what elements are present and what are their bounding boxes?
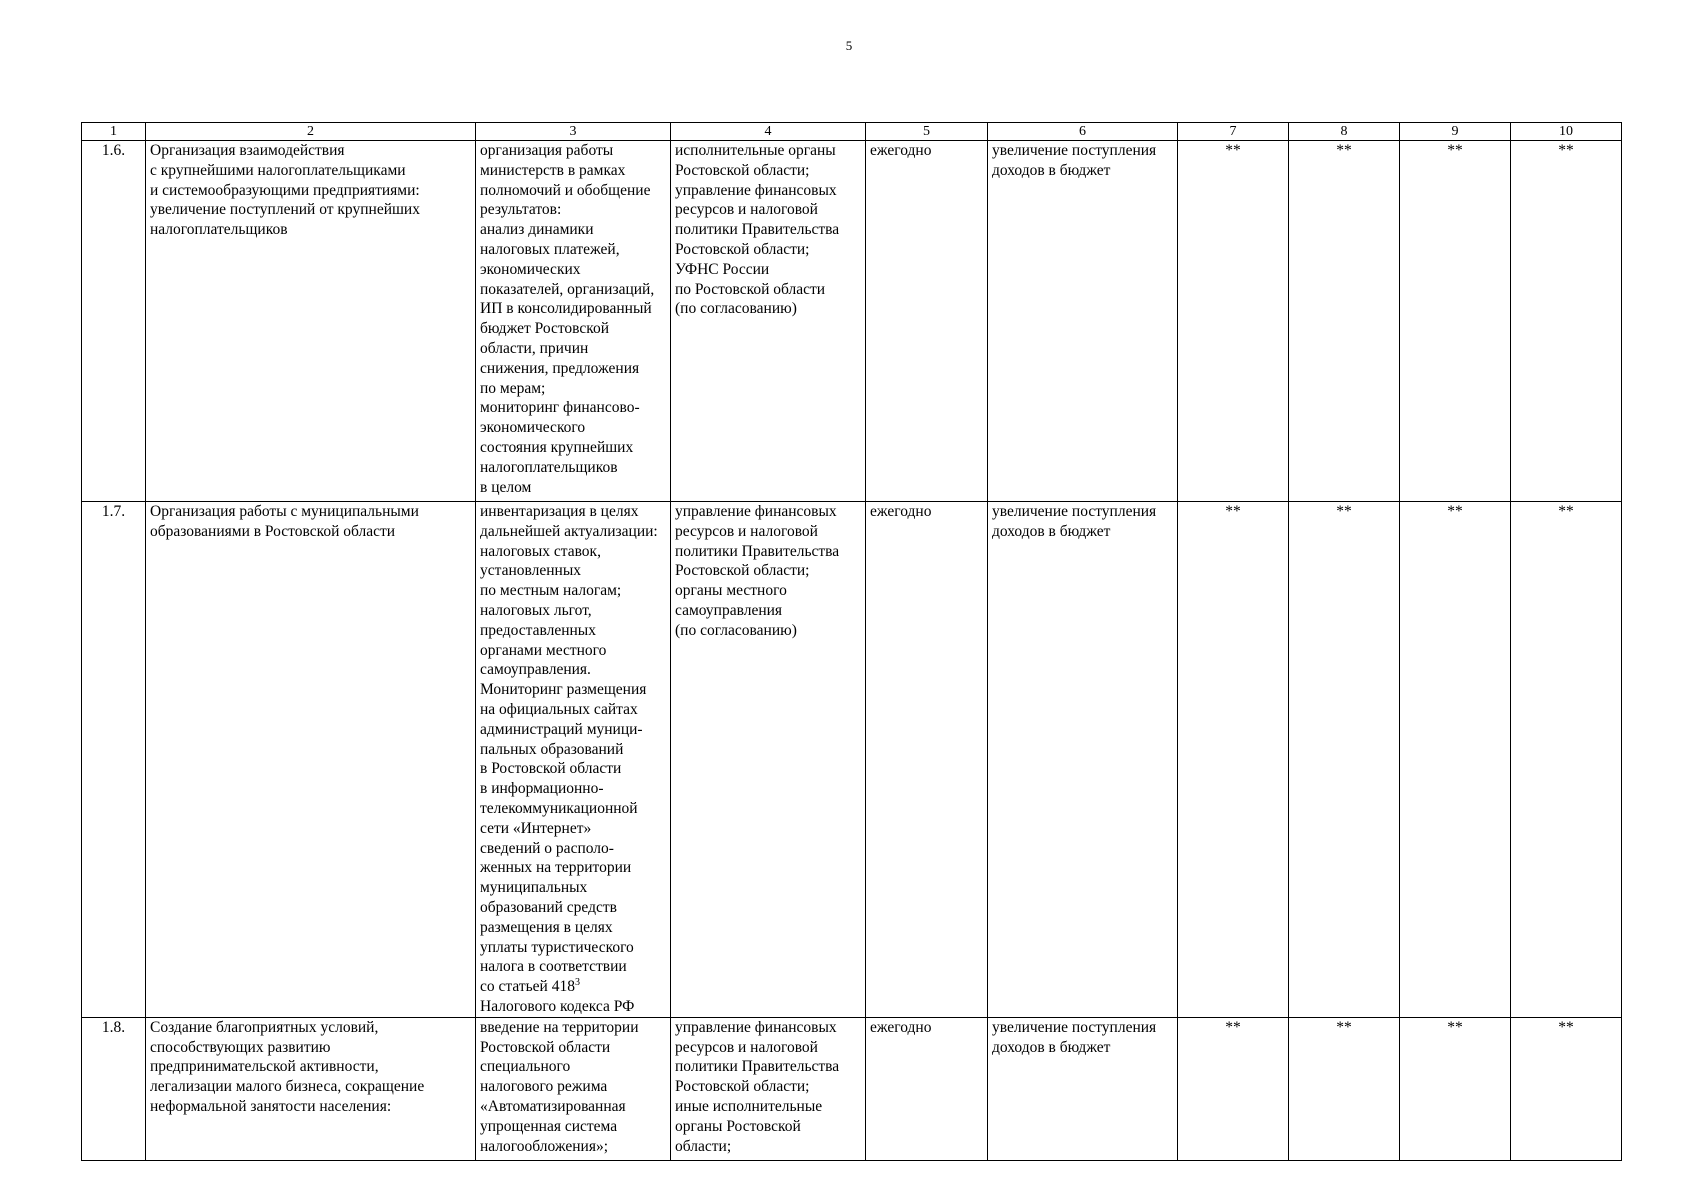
measure-content-tail: Налогового кодекса РФ xyxy=(480,997,635,1015)
col-header-3: 3 xyxy=(476,123,671,141)
value-cell-8: ** xyxy=(1289,1017,1400,1160)
col-header-10: 10 xyxy=(1511,123,1622,141)
col-header-1: 1 xyxy=(82,123,146,141)
measure-result: увеличение поступления доходов в бюджет xyxy=(988,502,1178,1018)
col-header-6: 6 xyxy=(988,123,1178,141)
measure-content: введение на территории Ростовской области специального налогового режима «Автоматизированная упрощенная система налогообложения»; xyxy=(476,1017,671,1160)
value-cell-8: ** xyxy=(1289,141,1400,502)
measure-name: Организация взаимодействия с крупнейшими налогоплательщиками и системообразующими предприятиями: увеличение поступлений от крупнейших налогоплательщиков xyxy=(146,141,476,502)
col-header-8: 8 xyxy=(1289,123,1400,141)
measure-executors: управление финансовых ресурсов и налоговой политики Правительства Ростовской области; иные исполнительные органы Ростовской области; xyxy=(671,1017,866,1160)
table-row xyxy=(82,502,1622,1018)
row-number: 1.6. xyxy=(82,141,146,502)
col-header-4: 4 xyxy=(671,123,866,141)
measure-content-text: инвентаризация в целях дальнейшей актуализации: налоговых ставок, установленных по местным налогам; налоговых льгот, предоставленных органами местного самоуправления. Мониторинг размещения на официальных сайтах администраций муници- пальных образований в Ростовской области в информационно- телекоммуникационной сети «Интернет» сведений о располо- женных на территории муниципальных образований средств размещения в целях уплаты туристического налога в соответствии со статьей 418 xyxy=(480,503,658,996)
measure-content: организация работы министерств в рамках полномочий и обобщение результатов: анализ динамики налоговых платежей, экономических показателей, организаций, ИП в консолидированный бюджет Ростовской области, причин снижения, предложения по мерам; мониторинг финансово- экономического состояния крупнейших налогоплательщиков в целом xyxy=(476,141,671,502)
value-cell-7: ** xyxy=(1178,141,1289,502)
value-cell-10: ** xyxy=(1511,502,1622,1018)
col-header-2: 2 xyxy=(146,123,476,141)
article-superscript: 3 xyxy=(574,976,580,988)
value-cell-7: ** xyxy=(1178,1017,1289,1160)
table-row xyxy=(82,1017,1622,1160)
page-number: 5 xyxy=(845,38,853,53)
measure-executors: управление финансовых ресурсов и налоговой политики Правительства Ростовской области; органы местного самоуправления (по согласованию) xyxy=(671,502,866,1018)
measures-table xyxy=(81,122,1622,1161)
header-row xyxy=(82,123,1622,141)
measure-period: ежегодно xyxy=(866,1017,988,1160)
row-number: 1.7. xyxy=(82,502,146,1018)
value-cell-10: ** xyxy=(1511,1017,1622,1160)
measure-result: увеличение поступления доходов в бюджет xyxy=(988,1017,1178,1160)
measure-name: Создание благоприятных условий, способствующих развитию предпринимательской активности, легализации малого бизнеса, сокращение неформальной занятости населения: xyxy=(146,1017,476,1160)
value-cell-9: ** xyxy=(1400,141,1511,502)
value-cell-8: ** xyxy=(1289,502,1400,1018)
measure-name: Организация работы с муниципальными образованиями в Ростовской области xyxy=(146,502,476,1018)
col-header-5: 5 xyxy=(866,123,988,141)
col-header-7: 7 xyxy=(1178,123,1289,141)
row-number: 1.8. xyxy=(82,1017,146,1160)
measure-period: ежегодно xyxy=(866,502,988,1018)
table-row xyxy=(82,141,1622,502)
value-cell-7: ** xyxy=(1178,502,1289,1018)
value-cell-9: ** xyxy=(1400,502,1511,1018)
measure-executors: исполнительные органы Ростовской области; управление финансовых ресурсов и налоговой политики Правительства Ростовской области; УФНС России по Ростовской области (по согласованию) xyxy=(671,141,866,502)
measure-period: ежегодно xyxy=(866,141,988,502)
measure-content xyxy=(476,502,671,1018)
value-cell-9: ** xyxy=(1400,1017,1511,1160)
col-header-9: 9 xyxy=(1400,123,1511,141)
measure-result: увеличение поступления доходов в бюджет xyxy=(988,141,1178,502)
value-cell-10: ** xyxy=(1511,141,1622,502)
